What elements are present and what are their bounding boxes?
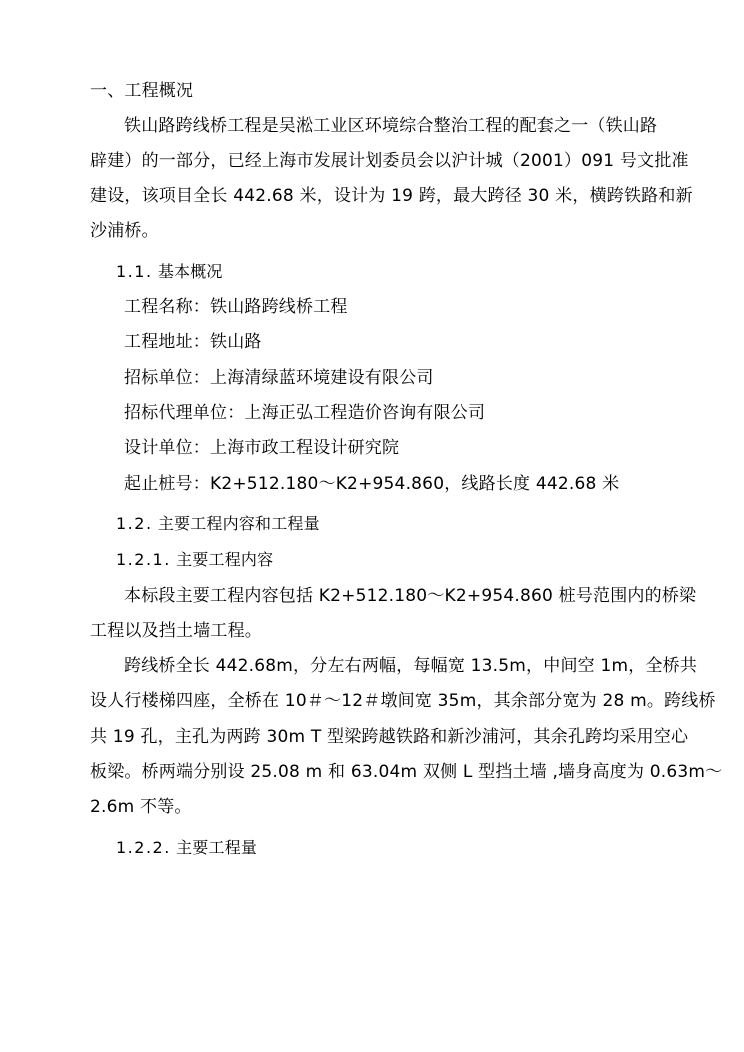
- subsection-number: 1.2.1.: [116, 550, 171, 569]
- subsection-number: 1.1.: [116, 262, 153, 281]
- bridge-line-3: 共 19 孔，主孔为两跨 30m T 型梁跨越铁路和新沙浦河，其余孔跨均采用空心: [90, 727, 689, 747]
- bridge-line-1: 跨线桥全长 442.68m，分左右两幅，每幅宽 13.5m，中间空 1m，全桥共: [124, 656, 698, 676]
- content-line-2: 工程以及挡土墙工程。: [90, 621, 262, 641]
- subsection-title: 基本概况: [157, 262, 223, 281]
- bridge-line-5: 2.6m 不等。: [90, 797, 192, 817]
- section-heading: 一、工程概况: [90, 81, 194, 101]
- subsection-number: 1.2.2.: [116, 838, 171, 857]
- intro-line-4: 沙浦桥。: [90, 221, 159, 241]
- info-chainage: 起止桩号：K2+512.180～K2+954.860，线路长度 442.68 米: [124, 474, 620, 494]
- subsection-heading-1-2-1: [116, 549, 273, 571]
- subsection-title: 主要工程内容和工程量: [157, 514, 320, 533]
- subsection-title: 主要工程量: [176, 838, 258, 857]
- intro-line-2: 辟建）的一部分，已经上海市发展计划委员会以沪计城（2001）091 号文批准: [90, 151, 689, 171]
- subsection-heading-1-2: [116, 513, 320, 535]
- bridge-line-2: 设人行楼梯四座，全桥在 10＃～12＃墩间宽 35m，其余部分宽为 28 m。跨线桥: [90, 691, 716, 711]
- subsection-title: 主要工程内容: [176, 550, 274, 569]
- info-tender-unit: 招标单位：上海清绿蓝环境建设有限公司: [124, 368, 434, 388]
- bridge-line-4: 板梁。桥两端分别设 25.08 m 和 63.04m 双侧 L 型挡土墙 ,墙身高度为 0.63m～: [90, 762, 723, 782]
- content-line-1: 本标段主要工程内容包括 K2+512.180～K2+954.860 桩号范围内的桥梁: [124, 586, 697, 606]
- intro-line-1: 铁山路跨线桥工程是吴淞工业区环境综合整治工程的配套之一（铁山路: [124, 116, 658, 136]
- subsection-number: 1.2.: [116, 514, 153, 533]
- subsection-heading-1-1: [116, 261, 223, 283]
- info-tender-agent: 招标代理单位：上海正弘工程造价咨询有限公司: [124, 403, 486, 423]
- info-project-address: 工程地址：铁山路: [124, 332, 262, 352]
- info-project-name: 工程名称：铁山路跨线桥工程: [124, 297, 348, 317]
- subsection-heading-1-2-2: [116, 837, 257, 859]
- intro-line-3: 建设，该项目全长 442.68 米，设计为 19 跨，最大跨径 30 米，横跨铁路和新: [90, 186, 693, 206]
- info-design-unit: 设计单位：上海市政工程设计研究院: [124, 438, 400, 458]
